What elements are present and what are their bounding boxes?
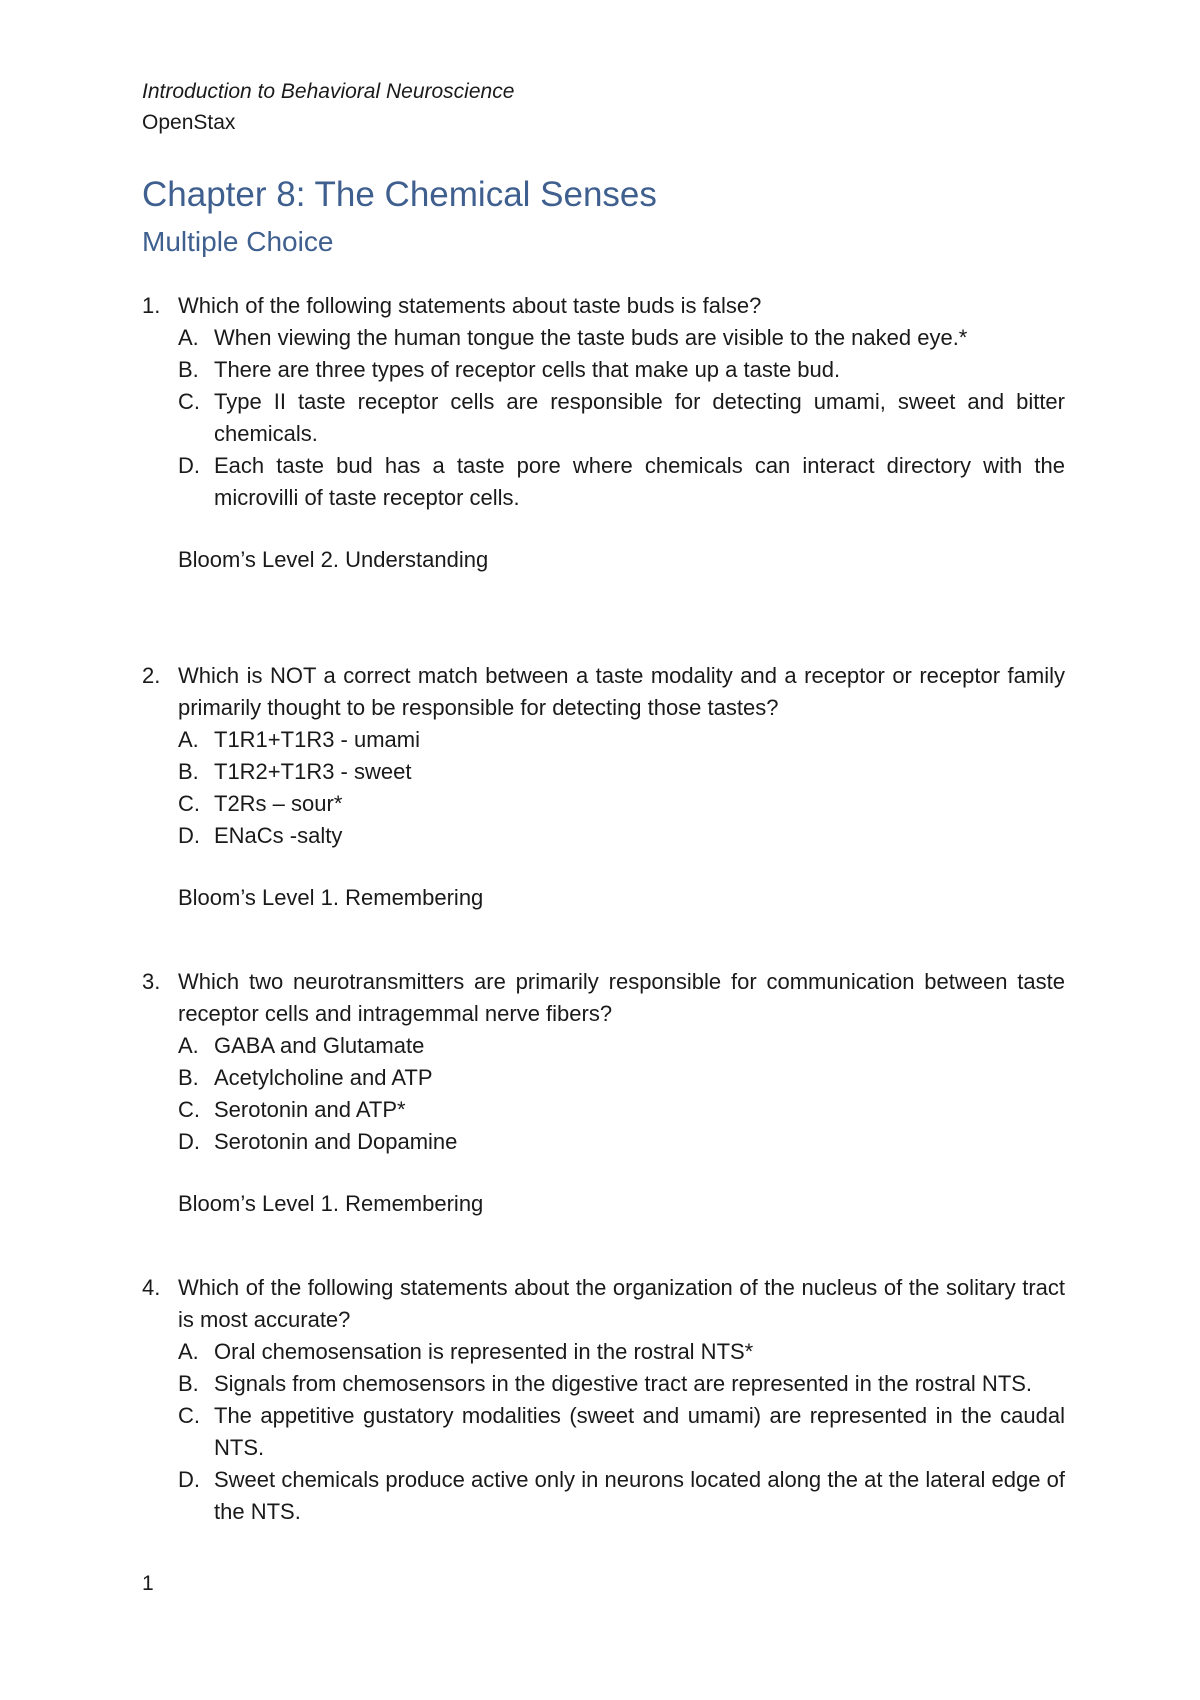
question-number: 3. [142, 969, 161, 994]
option-letter: B. [178, 759, 199, 784]
answer-option [178, 450, 1065, 514]
option-text: T1R2+T1R3 - sweet [214, 759, 412, 784]
answer-option [178, 1368, 1065, 1400]
option-text: Oral chemosensation is represented in the rostral NTS* [214, 1339, 754, 1364]
answer-options [178, 322, 1065, 514]
answer-option [178, 1094, 1065, 1126]
option-letter: A. [178, 1033, 199, 1058]
question-text: Which two neurotransmitters are primarily responsible for communication between taste receptor cells and intragemmal nerve fibers? [178, 969, 1065, 1026]
option-letter: C. [178, 389, 200, 414]
option-text: The appetitive gustatory modalities (sweet and umami) are represented in the caudal NTS. [214, 1403, 1065, 1460]
answer-option [178, 788, 1065, 820]
question-1 [142, 290, 1065, 576]
answer-option [178, 322, 1065, 354]
answer-option [178, 354, 1065, 386]
page-number: 1 [142, 1572, 154, 1595]
option-letter: C. [178, 791, 200, 816]
answer-options [178, 1336, 1065, 1528]
option-text: There are three types of receptor cells that make up a taste bud. [214, 357, 841, 382]
option-letter: D. [178, 1129, 200, 1154]
option-letter: C. [178, 1403, 200, 1428]
option-text: Signals from chemosensors in the digestive tract are represented in the rostral NTS. [214, 1371, 1033, 1396]
publisher: OpenStax [142, 111, 236, 134]
option-letter: D. [178, 1467, 200, 1492]
answer-option [178, 1464, 1065, 1528]
option-text: When viewing the human tongue the taste buds are visible to the naked eye.* [214, 325, 968, 350]
answer-option [178, 1400, 1065, 1464]
option-text: Acetylcholine and ATP [214, 1065, 433, 1090]
option-letter: B. [178, 357, 199, 382]
question-number: 1. [142, 293, 161, 318]
answer-option [178, 820, 1065, 852]
question-text: Which is NOT a correct match between a taste modality and a receptor or receptor family primarily thought to be responsible for detecting those tastes? [178, 663, 1065, 720]
option-letter: A. [178, 1339, 199, 1364]
answer-option [178, 756, 1065, 788]
option-letter: C. [178, 1097, 200, 1122]
option-text: GABA and Glutamate [214, 1033, 425, 1058]
answer-option [178, 386, 1065, 450]
option-letter: D. [178, 453, 200, 478]
answer-option [178, 724, 1065, 756]
answer-options [178, 724, 1065, 852]
question-text: Which of the following statements about taste buds is false? [178, 293, 762, 318]
option-text: Type II taste receptor cells are responsible for detecting umami, sweet and bitter chemicals. [214, 389, 1065, 446]
section-title: Multiple Choice [142, 226, 334, 257]
answer-option [178, 1062, 1065, 1094]
document-header [142, 76, 1065, 138]
option-text: Sweet chemicals produce active only in neurons located along the at the lateral edge of the NTS. [214, 1467, 1065, 1524]
answer-option [178, 1336, 1065, 1368]
option-letter: D. [178, 823, 200, 848]
answer-option [178, 1030, 1065, 1062]
option-letter: A. [178, 727, 199, 752]
answer-options [178, 1030, 1065, 1158]
option-letter: B. [178, 1371, 199, 1396]
option-text: Each taste bud has a taste pore where chemicals can interact directory with the microvilli of taste receptor cells. [214, 453, 1065, 510]
question-list [142, 290, 1065, 1528]
chapter-title: Chapter 8: The Chemical Senses [142, 175, 657, 214]
option-text: Serotonin and Dopamine [214, 1129, 458, 1154]
book-title: Introduction to Behavioral Neuroscience [142, 80, 515, 103]
question-text: Which of the following statements about the organization of the nucleus of the solitary tract is most accurate? [178, 1275, 1065, 1332]
option-text: T1R1+T1R3 - umami [214, 727, 421, 752]
blooms-level: Bloom’s Level 1. Remembering [178, 1191, 484, 1216]
answer-option [178, 1126, 1065, 1158]
question-3 [142, 966, 1065, 1220]
option-text: Serotonin and ATP* [214, 1097, 406, 1122]
question-2 [142, 660, 1065, 914]
document-page [142, 76, 1065, 1528]
question-number: 2. [142, 663, 161, 688]
option-letter: A. [178, 325, 199, 350]
blooms-level: Bloom’s Level 1. Remembering [178, 885, 484, 910]
option-letter: B. [178, 1065, 199, 1090]
option-text: ENaCs -salty [214, 823, 343, 848]
blooms-level: Bloom’s Level 2. Understanding [178, 547, 489, 572]
question-number: 4. [142, 1275, 161, 1300]
question-4 [142, 1272, 1065, 1528]
option-text: T2Rs – sour* [214, 791, 343, 816]
